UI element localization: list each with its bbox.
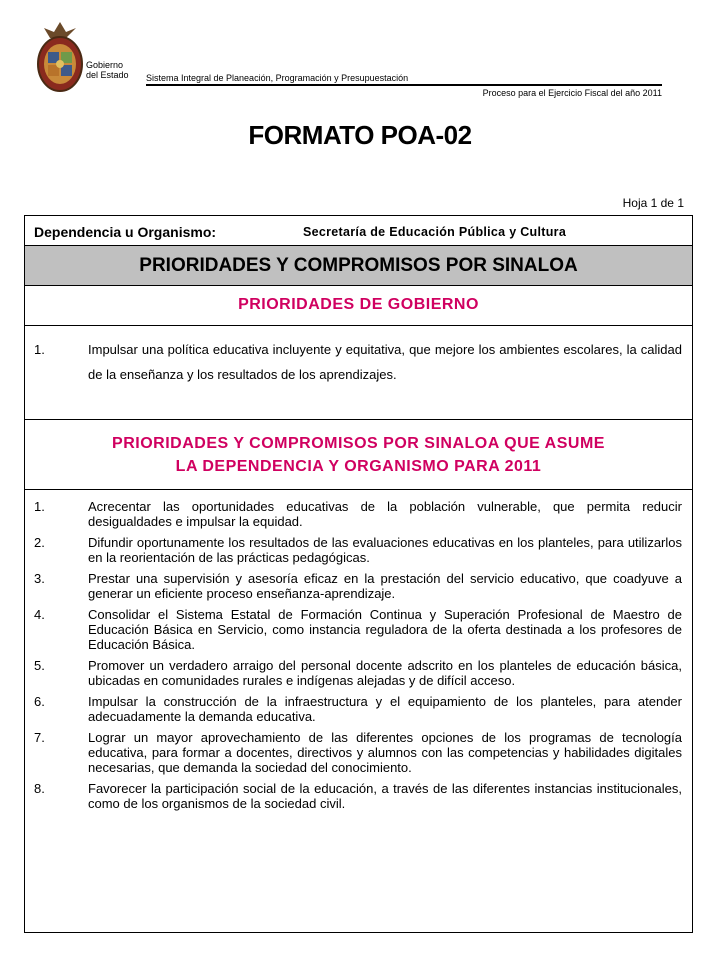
item-text: Lograr un mayor aprovechamiento de las diferentes opciones de los programas de tecnología educativa, para formar a docentes, directivos y alumnos con las competencias y habilidades digitales necesarias, que demanda la sociedad del conocimiento.: [88, 730, 682, 775]
item-text: Difundir oportunamente los resultados de las evaluaciones educativas en los planteles, para utilizarlos en la reorientación de las prácticas pedagógicas.: [88, 535, 682, 565]
item-text: Favorecer la participación social de la educación, a través de las diferentes instancias institucionales, como de los organismos de la sociedad civil.: [88, 781, 682, 811]
gov-priorities-header: [25, 286, 692, 326]
item-text: Impulsar una política educativa incluyente y equitativa, que mejore los ambientes escolares, la calidad de la enseñanza y los resultados de los aprendizajes.: [88, 342, 682, 382]
item-text: Acrecentar las oportunidades educativas de la población vulnerable, que permita reducir desigualdades e impulsar la equidad.: [88, 499, 682, 529]
government-label: [86, 60, 129, 80]
list-item: [25, 499, 692, 529]
state-seal-logo: [34, 18, 86, 96]
dependency-row: [25, 216, 692, 246]
page-title: FORMATO POA-02: [248, 120, 472, 150]
dependency-label: Dependencia u Organismo:: [34, 224, 217, 240]
item-number: 4.: [34, 607, 45, 622]
sheet-number: Hoja 1 de 1: [622, 196, 684, 210]
system-name: Sistema Integral de Planeación, Programación y Presupuestación: [146, 73, 409, 83]
list-item: [25, 337, 692, 387]
section-title: PRIORIDADES Y COMPROMISOS POR SINALOA: [139, 255, 578, 276]
commitments-heading: [33, 432, 684, 478]
list-item: [25, 781, 692, 811]
list-item: [25, 535, 692, 565]
gov-priorities-list: [25, 326, 692, 420]
dependency-value: Secretaría de Educación Pública y Cultura: [303, 225, 567, 239]
item-number: 1.: [34, 499, 45, 514]
list-item: [25, 607, 692, 652]
item-text: Consolidar el Sistema Estatal de Formación Continua y Superación Profesional de Maestro de Educación Básica en Servicio, como instancia reguladora de la oferta destinada a los profesores de Educación Básica.: [88, 607, 682, 652]
gov-priorities-heading: PRIORIDADES DE GOBIERNO: [238, 296, 479, 313]
item-number: 5.: [34, 658, 45, 673]
commitments-heading-line-1: PRIORIDADES Y COMPROMISOS POR SINALOA QUE ASUME: [112, 435, 605, 452]
process-year: Proceso para el Ejercicio Fiscal del año 2011: [482, 88, 662, 98]
header-divider: [146, 84, 662, 86]
commitments-header: [25, 420, 692, 490]
item-text: Prestar una supervisión y asesoría eficaz en la prestación del servicio educativo, que coadyuve a generar un eficiente proceso enseñanza-aprendizaje.: [88, 571, 682, 601]
list-item: [25, 571, 692, 601]
item-number: 1.: [34, 342, 45, 357]
item-number: 2.: [34, 535, 45, 550]
gov-line-2: del Estado: [86, 70, 129, 80]
commitments-list: [25, 490, 692, 934]
form-table: [24, 215, 693, 933]
item-number: 3.: [34, 571, 45, 586]
item-text: Impulsar la construcción de la infraestructura y el equipamiento de los planteles, para atender adecuadamente la demanda educativa.: [88, 694, 682, 724]
commitments-heading-line-2: LA DEPENDENCIA Y ORGANISMO PARA 2011: [175, 458, 542, 475]
item-number: 7.: [34, 730, 45, 745]
item-text: Promover un verdadero arraigo del personal docente adscrito en los planteles de educación básica, ubicadas en comunidades rurales e indígenas alejadas y de difícil acceso.: [88, 658, 682, 688]
list-item: [25, 730, 692, 775]
list-item: [25, 694, 692, 724]
item-number: 6.: [34, 694, 45, 709]
list-item: [25, 658, 692, 688]
gov-line-1: Gobierno: [86, 60, 124, 70]
section-title-band: [25, 246, 692, 286]
item-number: 8.: [34, 781, 45, 796]
